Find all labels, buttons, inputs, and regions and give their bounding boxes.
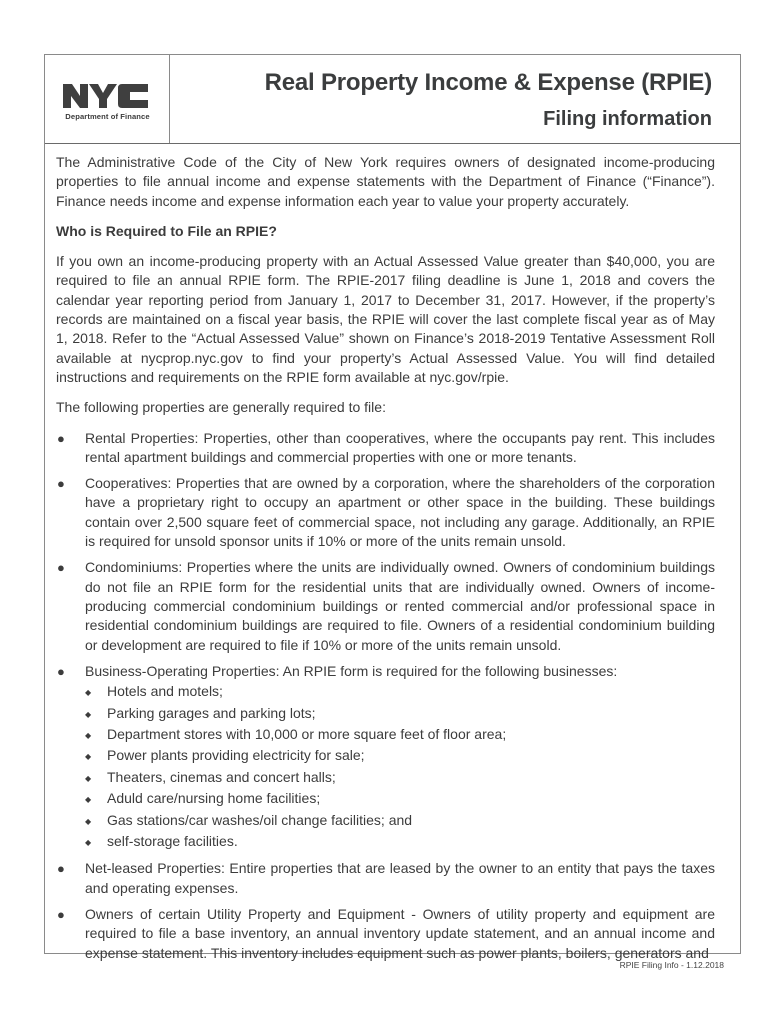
list-item — [56, 429, 715, 468]
list-intro: The following properties are generally required to file: — [56, 399, 386, 416]
sub-list-item-text: Power plants providing electricity for sale; — [107, 747, 365, 764]
list-item-text: Rental Properties: Properties, other than cooperatives, where the occupants pay rent. This includes rental apartment buildings and commercial properties with one or more tenants. — [85, 429, 715, 465]
sub-list-item — [85, 810, 715, 831]
list-item — [56, 905, 715, 963]
diamond-bullet-icon: ◆ — [85, 688, 92, 698]
sub-list-item-text: Hotels and motels; — [107, 683, 223, 700]
diamond-bullet-icon: ◆ — [85, 730, 92, 740]
diamond-bullet-icon: ◆ — [85, 795, 92, 805]
list-item — [56, 662, 715, 853]
nyc-logo-icon — [61, 82, 151, 110]
bullet-icon: ● — [57, 906, 65, 922]
bullet-icon: ● — [57, 560, 65, 576]
sub-list-item — [85, 831, 715, 852]
diamond-bullet-icon: ◆ — [85, 837, 92, 847]
business-type-list — [85, 681, 715, 852]
bullet-icon: ● — [57, 663, 65, 679]
diamond-bullet-icon: ◆ — [85, 709, 92, 719]
logo-subtitle: Department of Finance — [65, 112, 150, 121]
property-type-list — [56, 429, 715, 963]
list-item-text: Condominiums: Properties where the units are individually owned. Owners of condominium buildings do not file an RPIE form for the residential units that are individually owned. Owners of income-producing commercial condominium buildings or rented commercial and/or professional space in residential condominium buildings are required to file. Owners of a residential condominium building or development are required to file if 10% or more of the units remain unsold. — [85, 559, 715, 653]
document-title: Real Property Income & Expense (RPIE) — [264, 69, 712, 96]
sub-list-item-text: Department stores with 10,000 or more square feet of floor area; — [107, 725, 507, 742]
sub-list-item-text: self-storage facilities. — [107, 832, 238, 849]
sub-list-item — [85, 745, 715, 766]
page-footer: RPIE Filing Info - 1.12.2018 — [619, 960, 724, 970]
section-heading: Who is Required to File an RPIE? — [56, 222, 277, 239]
sub-list-item-text: Gas stations/car washes/oil change facilities; and — [107, 811, 413, 828]
sub-list-item-text: Aduld care/nursing home facilities; — [107, 790, 321, 807]
document-subtitle: Filing information — [543, 108, 712, 130]
document-body — [56, 153, 715, 970]
intro-paragraph: The Administrative Code of the City of New York requires owners of designated income-producing properties to file annual income and expense statements with the Department of Finance (“Finance”). Finance needs income and expense information each year to value your property accurately. — [56, 154, 715, 209]
document-header — [45, 55, 740, 144]
list-item-text: Net-leased Properties: Entire properties that are leased by the owner to an entity that pays the taxes and operating expenses. — [85, 860, 715, 896]
bullet-icon: ● — [57, 430, 65, 446]
diamond-bullet-icon: ◆ — [85, 752, 92, 762]
sub-list-item — [85, 703, 715, 724]
list-item — [56, 859, 715, 898]
who-paragraph: If you own an income-producing property with an Actual Assessed Value greater than $40,000, you are required to file an annual RPIE form. The RPIE-2017 filing deadline is June 1, 2018 and covers the calendar year reporting period from January 1, 2017 to December 31, 2017. However, if the property’s records are maintained on a fiscal year basis, the RPIE will cover the last complete fiscal year as of May 1, 2018. Refer to the “Actual Assessed Value” shown on Finance’s 2018-2019 Tentative Assessment Roll available at nycprop.nyc.gov to find your property’s Actual Assessed Value. You will find detailed instructions and requirements on the RPIE form available at nyc.gov/rpie. — [56, 253, 715, 385]
bullet-icon: ● — [57, 476, 65, 492]
sub-list-item — [85, 788, 715, 809]
document-frame — [44, 54, 741, 961]
list-item-text: Owners of certain Utility Property and Equipment - Owners of utility property and equipment are required to file a base inventory, an annual inventory update statement, and an annual income and expense statement. This inventory includes equipment such as power plants, boilers, generators and — [85, 905, 715, 961]
sub-list-item-text: Parking garages and parking lots; — [107, 704, 316, 721]
list-item — [56, 474, 715, 551]
sub-list-item — [85, 724, 715, 745]
sub-list-item — [85, 681, 715, 702]
sub-list-item — [85, 767, 715, 788]
diamond-bullet-icon: ◆ — [85, 816, 92, 826]
list-item — [56, 558, 715, 654]
bullet-icon: ● — [57, 861, 65, 877]
list-item-text: Cooperatives: Properties that are owned by a corporation, where the shareholders of the corporation have a proprietary right to occupy an apartment or other space in the building. These buildings contain over 2,500 square feet of commercial space, not including any garage. Additionally, an RPIE is required for unsold sponsor units if 10% or more of the units remain unsold. — [85, 475, 715, 550]
diamond-bullet-icon: ◆ — [85, 773, 92, 783]
nyc-dof-logo — [45, 55, 170, 143]
sub-list-item-text: Theaters, cinemas and concert halls; — [107, 768, 336, 785]
list-item-text: Business-Operating Properties: An RPIE form is required for the following businesses: — [85, 662, 618, 679]
